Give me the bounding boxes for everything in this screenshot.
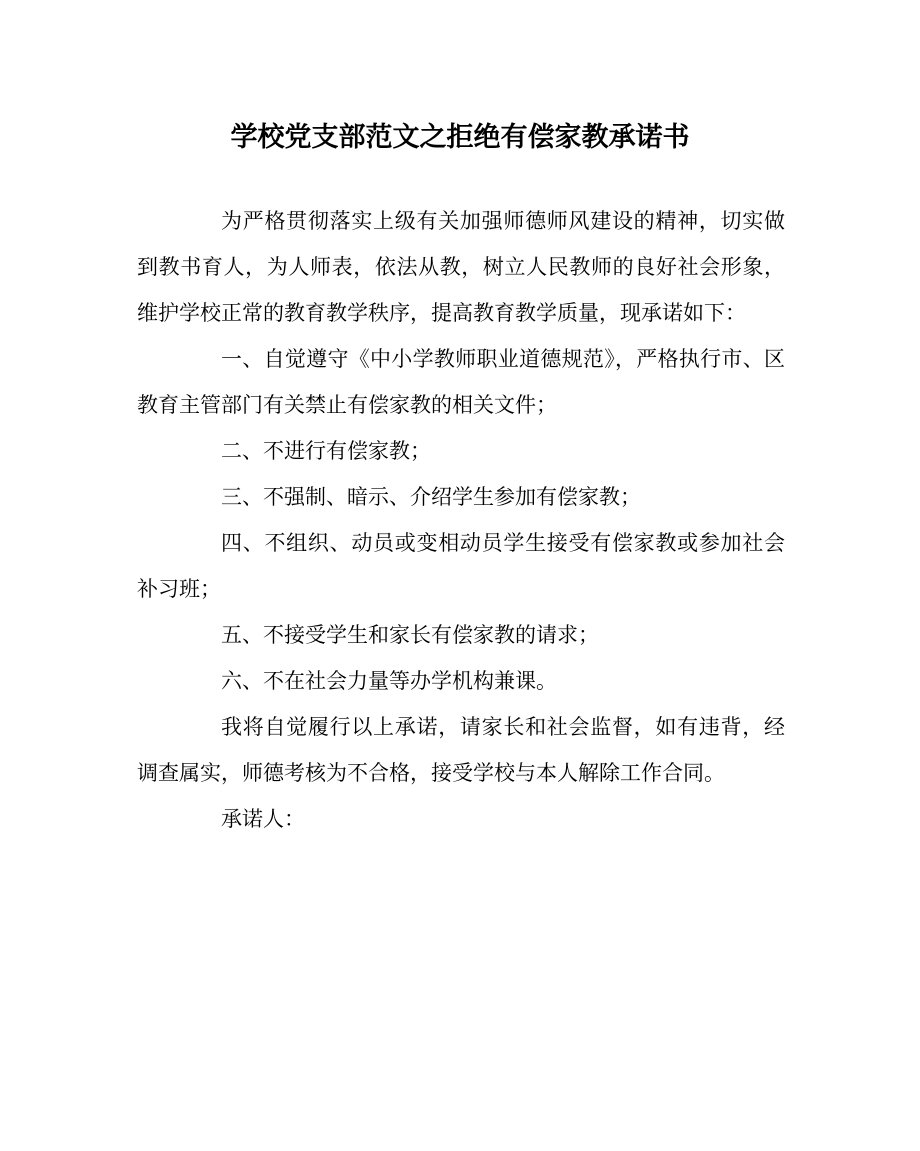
document-title: 学校党支部范文之拒绝有偿家教承诺书 <box>230 122 690 153</box>
signature-label: 承诺人： <box>221 807 305 831</box>
paragraph-item-4: 四、不组织、动员或变相动员学生接受有偿家教或参加社会补习班； <box>137 531 785 601</box>
paragraph-item-1: 一、自觉遵守《中小学教师职业道德规范》，严格执行市、区教育主管部门有关禁止有偿家教的相关文件； <box>137 347 785 417</box>
document-body <box>137 198 785 842</box>
paragraph-intro: 为严格贯彻落实上级有关加强师德师风建设的精神，切实做到教书育人，为人师表，依法从教，树立人民教师的良好社会形象，维护学校正常的教育教学秩序，提高教育教学质量，现承诺如下： <box>137 209 785 325</box>
paragraph-item-2: 二、不进行有偿家教； <box>221 439 431 463</box>
paragraph-pledge: 我将自觉履行以上承诺，请家长和社会监督，如有违背，经调查属实，师德考核为不合格，接受学校与本人解除工作合同。 <box>137 715 785 785</box>
paragraph-item-5: 五、不接受学生和家长有偿家教的请求； <box>221 623 599 647</box>
paragraph-item-6: 六、不在社会力量等办学机构兼课。 <box>221 669 557 693</box>
paragraph-item-3: 三、不强制、暗示、介绍学生参加有偿家教； <box>221 485 641 509</box>
